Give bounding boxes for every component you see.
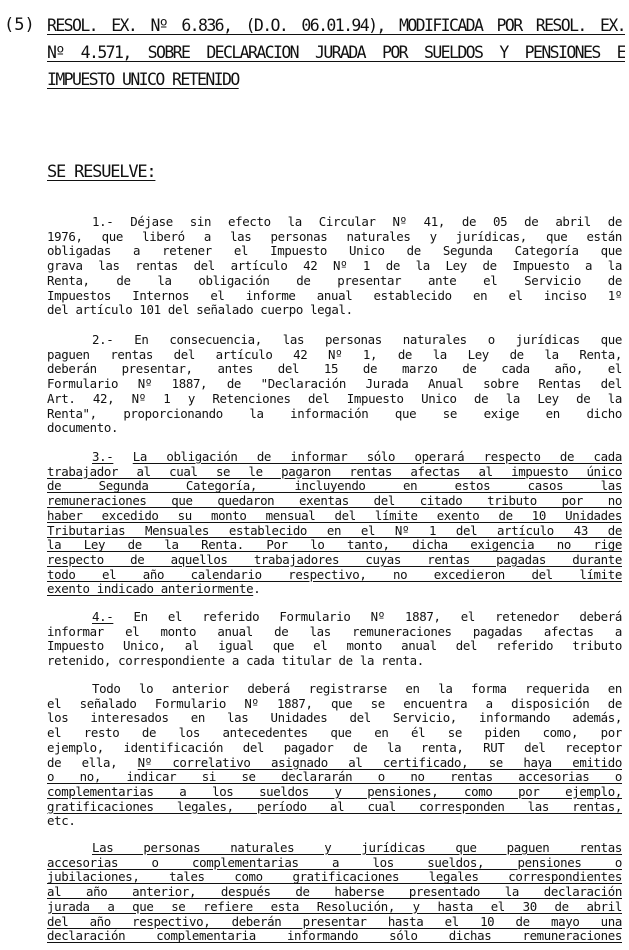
text-line: del artículo 101 del señalado cuerpo legal. — [47, 302, 353, 318]
text-line — [47, 756, 622, 771]
title-line: RESOL. EX. Nº 6.836, (D.O. 06.01.94), MODIFICADA POR RESOL. EX. — [47, 16, 625, 35]
paragraph-5 — [47, 682, 622, 829]
text-line: 1.- Déjase sin efecto la Circular Nº 41, de 05 de abril de — [92, 215, 622, 229]
se-resuelve-heading: SE RESUELVE: — [47, 162, 156, 182]
text-line: deberán presentar, antes del 15 de marzo de cada año, el — [47, 361, 622, 377]
text-line — [47, 582, 622, 597]
text-line: Renta", proporcionando la información que se exige en dicho — [47, 405, 622, 421]
text-line: paguen rentas del artículo 42 Nº 1, de la Ley de la Renta, — [47, 346, 622, 362]
paragraph-3 — [47, 450, 622, 597]
text-line: remuneraciones que quedaron exentas del citado tributo por no — [47, 493, 622, 509]
plain-text: En el referido Formulario Nº 1887, el retenedor deberá — [113, 610, 622, 624]
text-line: obligadas a retener el Impuesto Unico de Segunda Categoría que — [47, 243, 622, 259]
text-line: Todo lo anterior deberá registrarse en la forma requerida en — [92, 682, 622, 696]
text-line: Renta, de la obligación de presentar ante el Servicio de — [47, 272, 622, 288]
text-line — [47, 450, 622, 465]
text-line: accesorias o complementarias a los sueldos, pensiones o — [47, 854, 622, 870]
text-line: Las personas naturales y jurídicas que paguen rentas — [92, 841, 622, 855]
text-line: Art. 42, Nº 1 y Retenciones del Impuesto Unico de la Ley de la — [47, 390, 622, 406]
text-line: trabajador al cual se le pagaron rentas afectas al impuesto único — [47, 463, 622, 479]
title-line: Nº 4.571, SOBRE DECLARACION JURADA POR SUELDOS Y PENSIONES E — [47, 43, 625, 62]
title-line: IMPUESTO UNICO RETENIDO — [47, 70, 239, 89]
text-line: ejemplo, identificación del pagador de la renta, RUT del receptor — [47, 739, 622, 755]
text-line: la Ley de la Renta. Por lo tanto, dicha exigencia no rige — [47, 537, 622, 553]
text-line: 1976, que liberó a las personas naturales y jurídicas, que están — [47, 228, 622, 244]
text-line: haber excedido su monto mensual del límite exento de 10 Unidades — [47, 507, 622, 523]
underlined-text: Nº correlativo asignado al certificado, se haya emitido — [137, 754, 622, 770]
text-line: jubilaciones, tales como gratificaciones legales correspondientes — [47, 869, 622, 885]
text-line: Impuesto Unico, al igual que el monto anual del referido tributo — [47, 638, 622, 654]
text-line: el resto de los antecedentes que en él se piden como, por — [47, 725, 622, 741]
text-line: Tributarias Mensuales establecido en el Nº 1 del artículo 43 de — [47, 522, 622, 538]
paragraph-2 — [47, 333, 622, 436]
text-line: al año anterior, después de haberse presentado la declaración — [47, 884, 622, 900]
text-line: Formulario Nº 1887, de "Declaración Jurada Anual sobre Rentas del — [47, 376, 622, 392]
text-line: todo el año calendario respectivo, no excedieron del límite — [47, 566, 622, 582]
resolution-title — [47, 12, 625, 93]
text-line: complementarias a los sueldos y pensiones, como por ejemplo, — [47, 783, 622, 799]
item-number: 4.- — [92, 610, 114, 624]
underlined-text: exento indicado anteriormente — [47, 581, 254, 597]
text-line: declaración complementaria informando sólo dichas remuneraciones — [47, 928, 622, 944]
underlined-text: La obligación de informar sólo operará respecto de cada — [132, 450, 622, 464]
text-line: 2.- En consecuencia, las personas naturales o jurídicas que — [92, 333, 622, 347]
item-number: 3.- — [92, 450, 114, 464]
text-line: del año respectivo, deberán presentar hasta el 10 de mayo una — [47, 913, 622, 929]
section-number: (5) — [4, 15, 35, 35]
paragraph-4 — [47, 610, 622, 669]
text-line: el señalado Formulario Nº 1887, que se encuentra a disposición de — [47, 695, 622, 711]
text-line: documento. — [47, 420, 119, 436]
plain-text: de ella, — [47, 754, 138, 770]
text-line: los interesados en las Unidades del Servicio, informando además, — [47, 710, 622, 726]
text-line: grava las rentas del artículo 42 Nº 1 de la Ley de Impuesto a la — [47, 258, 622, 274]
text-line: Impuestos Internos el informe anual establecido en el inciso 1º — [47, 287, 622, 303]
text-line: informar el monto anual de las remuneraciones pagadas afectas a — [47, 623, 622, 639]
paragraph-1 — [47, 215, 622, 318]
paragraph-6 — [47, 841, 622, 944]
text-line: gratificaciones legales, período al cual corresponden las rentas, — [47, 798, 622, 814]
text-line: de Segunda Categoría, incluyendo en estos casos las — [47, 478, 622, 494]
text-line: etc. — [47, 813, 76, 829]
text-line: retenido, correspondiente a cada titular de la renta. — [47, 653, 424, 669]
period: . — [253, 581, 261, 597]
text-line: o no, indicar si se declararán o no rentas accesorias o — [47, 769, 622, 785]
text-line: jurada a que se refiere esta Resolución, y hasta el 30 de abril — [47, 898, 622, 914]
text-line: respecto de aquellos trabajadores cuyas rentas pagadas durante — [47, 551, 622, 567]
text-line — [47, 610, 622, 625]
